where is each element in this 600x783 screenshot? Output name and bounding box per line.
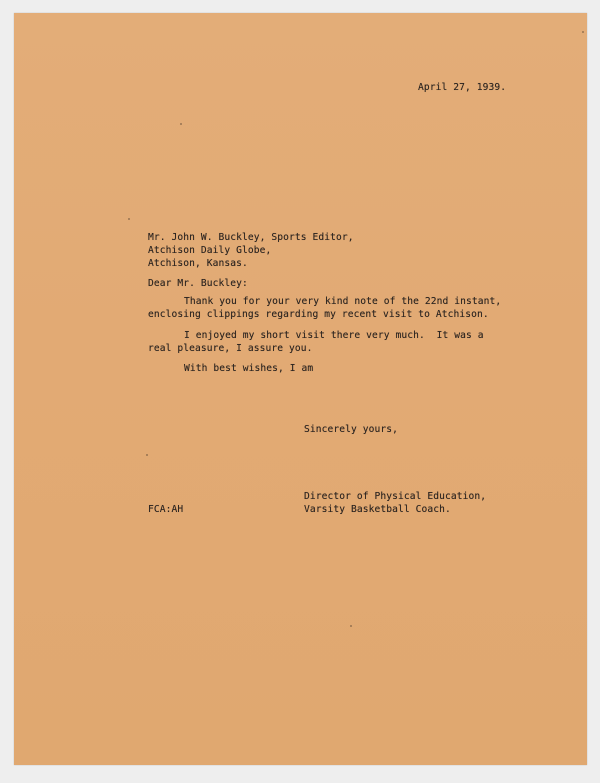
paragraph-1-line-1: Thank you for your very kind note of the 22nd instant,: [184, 296, 502, 307]
paper-speck: [350, 625, 352, 627]
complimentary-closing: Sincerely yours,: [304, 424, 399, 435]
signature-title-line-2: Varsity Basketball Coach.: [304, 504, 451, 515]
recipient-address: [148, 231, 354, 270]
paper-speck: [180, 123, 182, 125]
paragraph-2-line-1: I enjoyed my short visit there very much. It was a: [184, 330, 484, 341]
letter-date: April 27, 1939.: [418, 82, 507, 93]
salutation: Dear Mr. Buckley:: [148, 278, 248, 289]
paper-speck: [582, 31, 584, 33]
paragraph-3: With best wishes, I am: [184, 363, 314, 374]
paper-speck: [146, 454, 148, 456]
signature-title-line-1: Director of Physical Education,: [304, 491, 487, 502]
letter-page: [14, 13, 587, 765]
recipient-line-paper: Atchison Daily Globe,: [148, 245, 272, 256]
recipient-line-name: Mr. John W. Buckley, Sports Editor,: [148, 232, 354, 243]
paragraph-1-line-2: enclosing clippings regarding my recent visit to Atchison.: [148, 309, 489, 320]
paper-speck: [128, 218, 130, 220]
paragraph-2-line-2: real pleasure, I assure you.: [148, 343, 313, 354]
recipient-line-city: Atchison, Kansas.: [148, 258, 248, 269]
reference-initials: FCA:AH: [148, 504, 184, 515]
